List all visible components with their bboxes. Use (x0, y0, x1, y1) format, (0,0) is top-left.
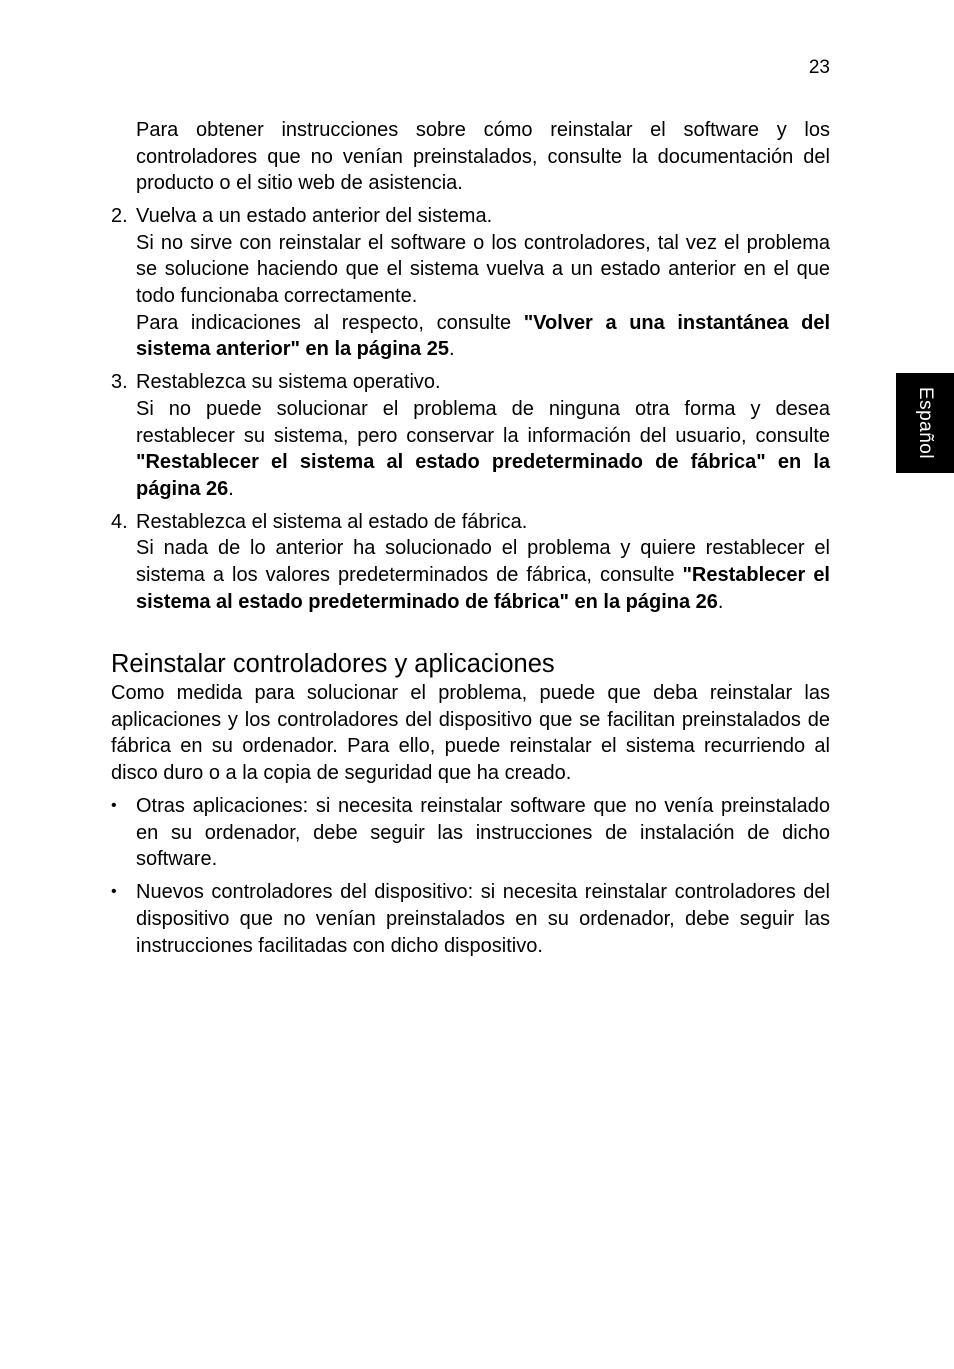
language-tab-label: Español (915, 386, 937, 460)
step-body (136, 396, 830, 502)
intro-paragraph: Para obtener instrucciones sobre cómo reinstalar el software y los controladores que no venían preinstalados, consulte la documentación del producto o el sitio web de asistencia. (136, 119, 830, 195)
bullet-marker: • (111, 883, 117, 901)
list-item (111, 793, 830, 873)
step-number: 2. (111, 205, 128, 228)
step-reference (136, 310, 830, 363)
step-body-suffix: . (717, 590, 724, 613)
step-number: 4. (111, 510, 128, 533)
step-title: Restablezca su sistema operativo. (136, 371, 441, 394)
step-number: 3. (111, 371, 128, 394)
step-reference-link: "Volver a una instantánea del sistema anterior" en la página 25 (136, 311, 831, 361)
step-item-2 (111, 203, 830, 363)
step-reference-link: "Restablecer el sistema al estado predeterminado de fábrica" en la página 26 (136, 451, 830, 500)
list-item (111, 879, 830, 959)
step-body: Si no sirve con reinstalar el software o los controladores, tal vez el problema se solucione haciendo que el sistema vuelva a un estado anterior en el que todo funcionaba correctamente. (136, 231, 830, 308)
page-number: 23 (808, 57, 830, 78)
step-reference-suffix: . (448, 338, 455, 361)
bullet-list (111, 793, 830, 959)
language-tab (896, 373, 954, 473)
step-title: Restablezca el sistema al estado de fábrica. (136, 510, 528, 533)
step-body-prefix: Si no puede solucionar el problema de ninguna otra forma y desea restablecer su sistema, pero conservar la información del usuario, consulte (136, 397, 830, 447)
step-item-4 (111, 509, 830, 615)
step-reference-link: "Restablecer el sistema al estado predeterminado de fábrica" en la página 26 (136, 564, 830, 613)
section-heading: Reinstalar controladores y aplicaciones (111, 650, 555, 679)
step-reference-prefix: Para indicaciones al respecto, consulte (136, 311, 524, 334)
bullet-marker: • (111, 797, 117, 815)
step-title: Vuelva a un estado anterior del sistema. (136, 205, 493, 228)
step-body (136, 535, 830, 615)
section-paragraph: Como medida para solucionar el problema, puede que deba reinstalar las aplicaciones y los controladores del dispositivo que se facilitan preinstalados de fábrica en su ordenador. Para ello, puede reinstalar el sistema recurriendo al disco duro o a la copia de seguridad que ha creado. (111, 682, 830, 784)
step-body-prefix: Si nada de lo anterior ha solucionado el problema y quiere restablecer el sistema a los valores predeterminados de fábrica, consulte (136, 537, 830, 586)
step-body-suffix: . (228, 477, 234, 500)
list-item-text: Nuevos controladores del dispositivo: si necesita reinstalar controladores del dispositivo que no venían preinstalados en su ordenador, debe seguir las instrucciones facilitadas con dicho dispositivo. (136, 881, 830, 957)
page-content (111, 117, 830, 959)
step-item-3 (111, 369, 830, 502)
list-item-text: Otras aplicaciones: si necesita reinstalar software que no venía preinstalado en su ordenador, debe seguir las instrucciones de instalación de dicho software. (136, 795, 830, 871)
